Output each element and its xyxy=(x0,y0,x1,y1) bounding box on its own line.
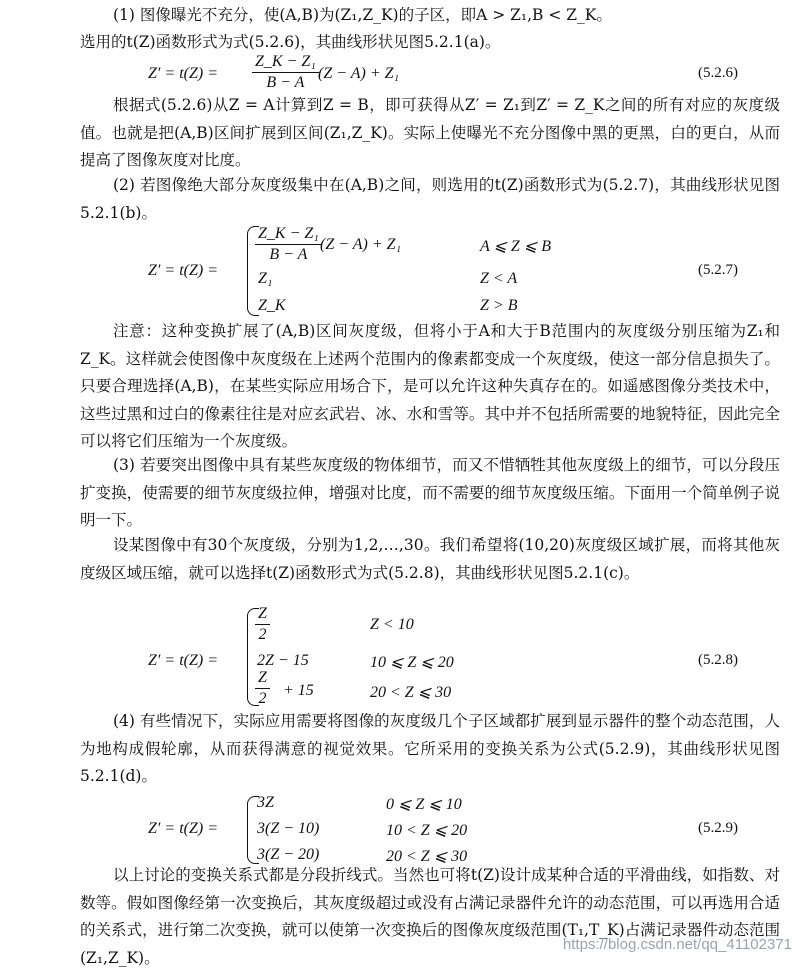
paragraph-2: 选用的t(Z)函数形式为式(5.2.6)，其曲线形状见图5.2.1(a)。 xyxy=(80,33,501,51)
eq528-row1-numerator: Z xyxy=(255,604,270,625)
eq529-row2-cond: 10 < Z ⩽ 20 xyxy=(386,822,468,839)
eq526-label: (5.2.6) xyxy=(698,65,738,81)
eq528-row2-cond: 10 ⩽ Z ⩽ 20 xyxy=(370,654,454,671)
eq526-lhs: Z′ = t(Z) = xyxy=(148,65,218,82)
eq528-row3-tail: + 15 xyxy=(283,682,314,699)
eq528-row2-expr: 2Z − 15 xyxy=(257,652,309,669)
eq528-row1-denominator: 2 xyxy=(258,626,267,643)
eq527-denominator: B − A xyxy=(269,246,308,263)
eq527-row1-tail: (Z − A) + Z₁ xyxy=(320,236,402,253)
eq527-row2-expr: Z₁ xyxy=(258,270,273,287)
paragraph-9: 以上讨论的变换关系式都是分段折线式。当然也可将t(Z)设计成某种合适的平滑曲线，如指数、对数等。假如图像经第一次变换后，其灰度级超过或没有占满记录器件允许的动态范围，可以再选用合适的关系式，进行第二次变换，就可以使第一次变换后的图像灰度级范围(T₁,T_K)占满记录器件动态范围(Z₁,Z_K)。 xyxy=(80,866,780,967)
eq528-row3-cond: 20 < Z ⩽ 30 xyxy=(370,684,452,701)
eq527-row3-expr: Z_K xyxy=(258,297,286,314)
eq527-row1-cond: A ⩽ Z ⩽ B xyxy=(480,238,551,255)
eq529-lhs: Z′ = t(Z) = xyxy=(148,820,218,837)
eq526-denominator: B − A xyxy=(266,74,305,91)
paragraph-5: 注意：这种变换扩展了(A,B)区间灰度级，但将小于A和大于B范围内的灰度级分别压缩为Z₁和Z_K。这样就会使图像中灰度级在上述两个范围内的像素都变成一个灰度级，使这一部分信息损失了。只要合理选择(A,B)，在某些实际应用场合下，是可以允许这种失真存在的。如遥感图像分类技术中，这些过黑和过白的像素往往是对应玄武岩、冰、水和雪等。其中并不包括所需要的地貌特征，因此完全可以将它们压缩为一个灰度级。 xyxy=(80,322,780,450)
csdn-watermark: https://blog.csdn.net/qq_41102371 xyxy=(562,936,792,953)
eq527-label: (5.2.7) xyxy=(698,262,738,278)
eq527-row3-cond: Z > B xyxy=(480,297,518,314)
paragraph-7: 设某图像中有30个灰度级，分别为1,2,…,30。我们希望将(10,20)灰度级区域扩展，而将其他灰度级区域压缩，就可以选择t(Z)函数形式为式(5.2.8)，其曲线形状见图5.2.1(c)。 xyxy=(80,536,780,582)
eq526-tail: (Z − A) + Z₁ xyxy=(318,65,400,82)
paragraph-4: (2) 若图像绝大部分灰度级集中在(A,B)之间，则选用的t(Z)函数形式为(5.2.7)，其曲线形状见图5.2.1(b)。 xyxy=(80,176,780,222)
eq527-row2-cond: Z < A xyxy=(480,270,518,287)
eq528-lhs: Z′ = t(Z) = xyxy=(148,652,218,669)
eq527-fraction xyxy=(255,224,322,265)
eq529-row3-cond: 20 < Z ⩽ 30 xyxy=(386,848,468,865)
eq528-row3-fraction xyxy=(255,668,270,709)
eq529-row1-expr: 3Z xyxy=(257,794,274,811)
eq526-fraction xyxy=(252,52,319,93)
paragraph-8: (4) 有些情况下，实际应用需要将图像的灰度级几个子区域都扩展到显示器件的整个动态范围，人为地构成假轮廓，从而获得满意的视觉效果。它所采用的变换关系为公式(5.2.9)，其曲线形状见图5.2.1(d)。 xyxy=(80,712,780,785)
eq528-row1-cond: Z < 10 xyxy=(370,616,414,633)
equation-5-2-8 xyxy=(0,604,800,708)
eq529-row3-expr: 3(Z − 20) xyxy=(257,846,320,863)
eq529-row2-expr: 3(Z − 10) xyxy=(257,820,320,837)
eq528-label: (5.2.8) xyxy=(698,652,738,668)
equation-5-2-9 xyxy=(0,792,800,866)
paragraph-1: (1) 图像曝光不充分，使(A,B)为(Z₁,Z_K)的子区，即A > Z₁,B < Z_K。 xyxy=(113,6,612,24)
paragraph-6: (3) 若要突出图像中具有某些灰度级的物体细节，而又不惜牺牲其他灰度级上的细节，可以分段压扩变换，使需要的细节灰度级拉伸，增强对比度，而不需要的细节灰度级压缩。下面用一个简单例子说明一下。 xyxy=(80,456,780,529)
eq526-numerator: Z_K − Z₁ xyxy=(252,52,319,73)
paragraph-3: 根据式(5.2.6)从Z = A计算到Z = B，即可获得从Z′ = Z₁到Z′ = Z_K之间的所有对应的灰度级值。也就是把(A,B)区间扩展到区间(Z₁,Z_K)。实际上使曝光不充分图像中黑的更黑，白的更白，从而提高了图像灰度对比度。 xyxy=(80,96,780,169)
eq528-row3-denominator: 2 xyxy=(258,690,267,707)
eq527-numerator: Z_K − Z₁ xyxy=(255,224,322,245)
eq529-row1-cond: 0 ⩽ Z ⩽ 10 xyxy=(386,796,462,813)
eq528-row3-numerator: Z xyxy=(255,668,270,689)
eq527-lhs: Z′ = t(Z) = xyxy=(148,262,218,279)
eq529-label: (5.2.9) xyxy=(698,820,738,836)
equation-5-2-7 xyxy=(0,224,800,320)
eq528-row1-fraction xyxy=(255,604,270,645)
